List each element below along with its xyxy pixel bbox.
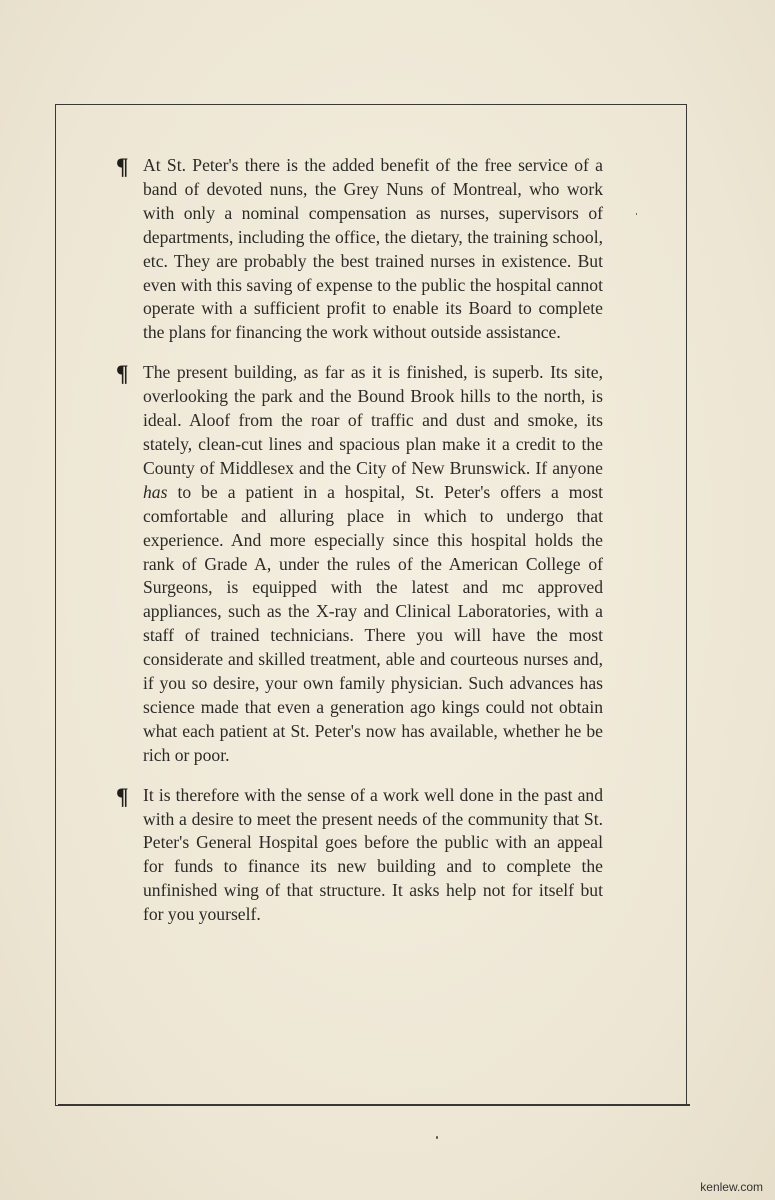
paragraph-nuns [116, 154, 603, 345]
text-column [116, 154, 603, 943]
emphasis-word: has [143, 481, 168, 502]
paragraph-building [116, 361, 603, 767]
paragraph-text-after: to be a patient in a hospital, St. Peter's offers a most comfortable and alluring place in which to undergo that experience. And more especially since this hospital holds the rank of Grade A, under the rules of the American College of Surgeons, is equipped with the latest and mc approved appliances, such as the X-ray and Clinical Laboratories, with a staff of trained technicians. There you will have the most considerate and skilled treatment, able and courteous nurses and, if you so desire, your own family physician. Such advances has science made that even a generation ago kings could not obtain what each patient at St. Peter's now has available, whether he be rich or poor. [143, 481, 603, 765]
pilcrow-icon: ¶ [116, 361, 129, 387]
paragraph-text [143, 361, 603, 767]
paragraph-text-before: The present building, as far as it is finished, is superb. Its site, overlooking the park and the Bound Brook hills to the north, is ideal. Aloof from the roar of traffic and dust and smoke, its stately, clean-cut lines and spacious plan make it a credit to the County of Middlesex and the City of New Brunswick. If anyone [143, 362, 603, 478]
watermark: kenlew.com [700, 1180, 763, 1194]
paper-speck [436, 1136, 438, 1139]
pilcrow-icon: ¶ [116, 154, 129, 179]
paragraph-text: It is therefore with the sense of a work well done in the past and with a desire to meet the present needs of the community that St. Peter's General Hospital goes before the public with an appeal for funds to finance its new building and to complete the unfinished wing of that structure. It asks help not for itself but for you yourself. [143, 784, 603, 925]
paper-speck [636, 213, 637, 215]
pilcrow-icon: ¶ [116, 783, 129, 809]
paragraph-appeal [116, 783, 603, 927]
page-border-shadow-line [58, 1104, 690, 1106]
paragraph-text: At St. Peter's there is the added benefit of the free service of a band of devoted nuns, the Grey Nuns of Montreal, who work with only a nominal compensation as nurses, supervisors of departments, including the office, the dietary, the training school, etc. They are probably the best trained nurses in existence. But even with this saving of expense to the public the hospital cannot operate with a sufficient profit to enable its Board to complete the plans for financing the work without outside assistance. [143, 155, 603, 343]
